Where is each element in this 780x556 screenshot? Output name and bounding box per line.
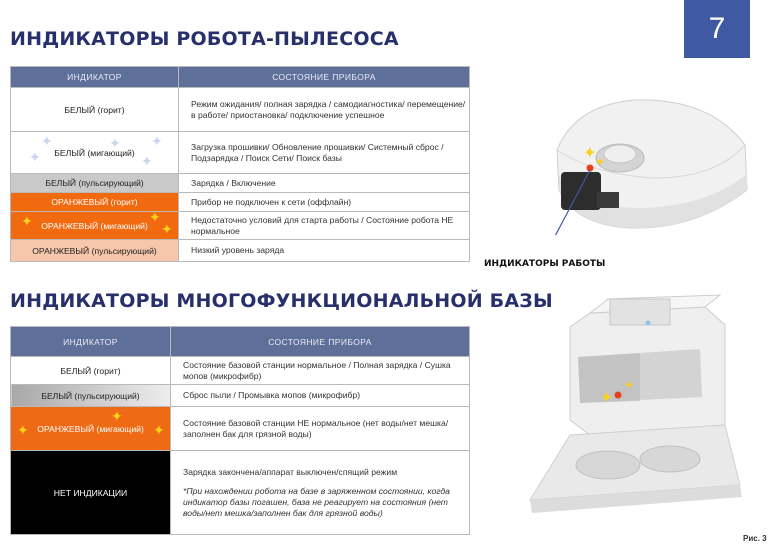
sparkle-icon: ✦ (149, 209, 161, 225)
table-row (11, 132, 470, 174)
sparkle-icon: ✦ (29, 149, 41, 165)
svg-text:✦: ✦ (595, 155, 606, 169)
sparkle-icon: ✦ (111, 408, 123, 424)
svg-text:✦: ✦ (600, 388, 614, 407)
page-number-badge: 7 (684, 0, 750, 58)
state-cell: Загрузка прошивки/ Обновление прошивки/ Системный сброс /Подзарядка / Поиск Сети/ Поиск базы (179, 132, 470, 174)
figure-label: Рис. 3 (743, 534, 767, 543)
column-header-indicator: ИНДИКАТОР (11, 67, 179, 88)
indicator-cell (11, 407, 171, 451)
indicator-cell (11, 174, 179, 193)
indicator-cell (11, 451, 171, 535)
indicator-label: БЕЛЫЙ (мигающий) (54, 147, 135, 158)
table-row (11, 88, 470, 132)
state-cell: Зарядка / Включение (179, 174, 470, 193)
state-cell: Сброс пыли / Промывка мопов (микрофибр) (171, 385, 470, 407)
indicator-label: ОРАНЖЕВЫЙ (горит) (51, 197, 138, 207)
column-header-state: СОСТОЯНИЕ ПРИБОРА (171, 327, 470, 357)
indicator-cell (11, 385, 171, 407)
work-indicators-callout: ИНДИКАТОРЫ РАБОТЫ (484, 259, 606, 269)
base-indicator-light (615, 392, 622, 399)
state-cell: Состояние базовой станции нормальное / Полная зарядка / Сушка мопов (микрофибр) (171, 357, 470, 385)
state-cell: Прибор не подключен к сети (оффлайн) (179, 193, 470, 212)
state-cell: Недостаточно условий для старта работы / Состояние робота НЕ нормальное (179, 212, 470, 240)
sparkle-icon: ✦ (153, 422, 165, 438)
robot-vacuum-image (535, 90, 765, 235)
footnote-text: *При нахождении робота на базе в заряженном состоянии, когда индикатор базы погашен, база не реагирует на состояния (нет воды/нет мешка/заполнен бак для грязной воды) (183, 485, 450, 518)
indicator-label: БЕЛЫЙ (пульсирующий) (41, 390, 140, 401)
svg-text:✦: ✦ (624, 378, 635, 392)
sparkle-icon: ✦ (17, 422, 29, 438)
sparkle-icon: ✦ (161, 221, 173, 237)
column-header-state: СОСТОЯНИЕ ПРИБОРА (179, 67, 470, 88)
base-indicators-title: ИНДИКАТОРЫ МНОГОФУНКЦИОНАЛЬНОЙ БАЗЫ (10, 290, 553, 312)
indicator-label: НЕТ ИНДИКАЦИИ (53, 487, 128, 498)
indicator-cell (11, 357, 171, 385)
sparkle-icon: ✦ (141, 153, 153, 169)
table-row (11, 193, 470, 212)
svg-text:✦: ✦ (583, 143, 597, 162)
table-row (11, 385, 470, 407)
state-cell: Состояние базовой станции НЕ нормальное (нет воды/нет мешка/заполнен бак для грязной воды) (171, 407, 470, 451)
table-row (11, 407, 470, 451)
column-header-indicator: ИНДИКАТОР (11, 327, 171, 357)
sparkle-icon: ✦ (151, 133, 163, 149)
sparkle-icon: ✦ (41, 133, 53, 149)
table-row (11, 212, 470, 240)
table-row (11, 451, 470, 535)
state-text: Зарядка закончена/аппарат выключен/спящий режим (183, 466, 398, 477)
robot-indicators-title: ИНДИКАТОРЫ РОБОТА-ПЫЛЕСОСА (10, 28, 399, 50)
indicator-label: ОРАНЖЕВЫЙ (мигающий) (41, 220, 148, 231)
state-cell: Режим ожидания/ полная зарядка / самодиагностика/ перемещение/ в работе/ приостановка/ подключение успешное (179, 88, 470, 132)
indicator-cell (11, 88, 179, 132)
indicator-cell (11, 209, 179, 240)
table-row (11, 357, 470, 385)
indicator-label: БЕЛЫЙ (горит) (60, 365, 121, 376)
table-row (11, 174, 470, 193)
state-cell (171, 451, 470, 535)
table-row (11, 240, 470, 262)
robot-indicators-table (10, 66, 470, 262)
base-station-image (520, 285, 745, 520)
state-cell: Низкий уровень заряда (179, 240, 470, 262)
base-indicators-table (10, 326, 470, 535)
sparkle-icon: ✦ (21, 213, 33, 229)
indicator-label: ОРАНЖЕВЫЙ (пульсирующий) (32, 245, 157, 256)
indicator-cell (11, 240, 179, 262)
indicator-cell (11, 132, 179, 174)
table-header-row (11, 327, 470, 357)
indicator-label: ОРАНЖЕВЫЙ (мигающий) (37, 423, 144, 434)
sparkle-icon: ✦ (109, 135, 121, 151)
table-header-row (11, 67, 470, 88)
indicator-label: БЕЛЫЙ (горит) (64, 104, 125, 115)
indicator-label: БЕЛЫЙ (пульсирующий) (45, 178, 144, 188)
